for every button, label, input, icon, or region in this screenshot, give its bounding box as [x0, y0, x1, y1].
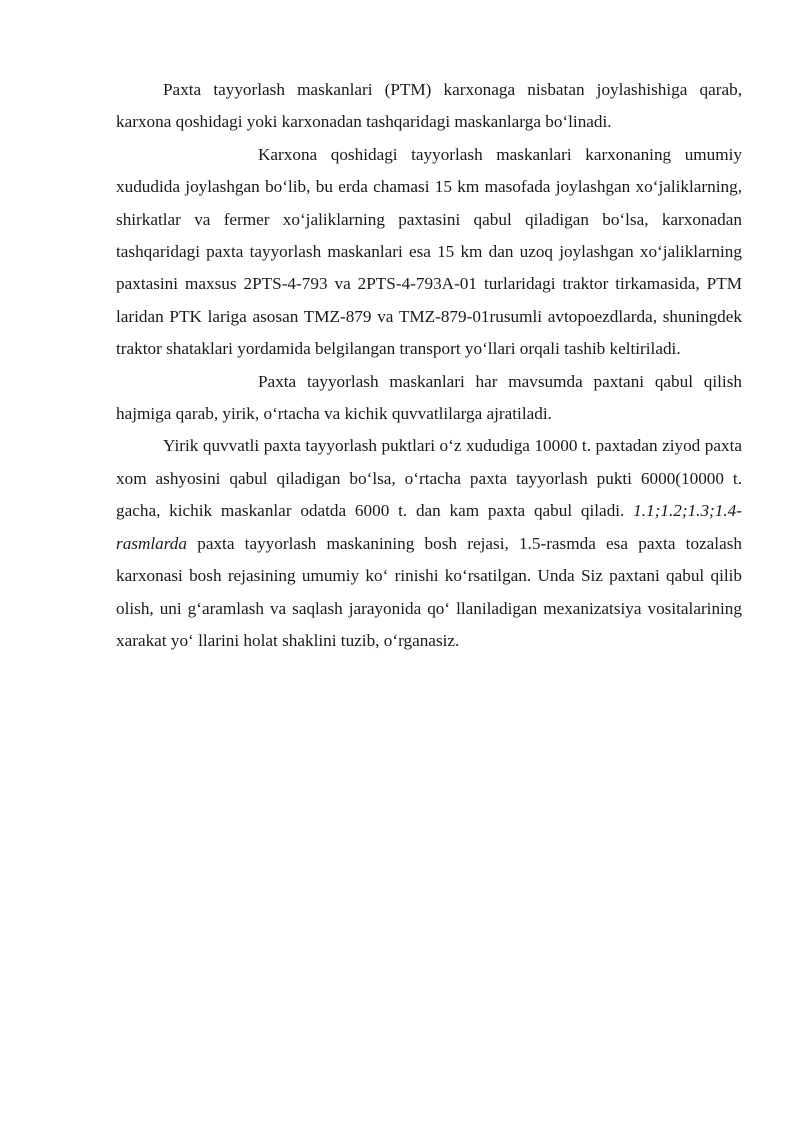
paragraph-capacity-details	[116, 430, 742, 657]
paragraph-ptm-classification: Paxta tayyorlash maskanlari (PTM) karxonaga nisbatan joylashishiga qarab, karxona qoshidagi yoki karxonadan tashqaridagi maskanlarga bo‘linadi.	[116, 80, 742, 132]
body-text	[116, 74, 742, 657]
paragraph-capacity-text-before: Yirik quvvatli paxta tayyorlash puktlari o‘z xududiga 10000 t. paxtadan ziyod paxta xom ashyosini qabul qiladigan bo‘lsa, o‘rtacha paxta tayyorlash pukti 6000(10000 t. gacha, kichik maskanlar odatda 6000 t. dan kam paxta qabul qiladi.	[116, 436, 742, 521]
figure-reference: 1.1;1.2;1.3;1.4-rasmlarda	[116, 501, 742, 553]
paragraph-capacity-text-after: paxta tayyorlash maskanining bosh rejasi, 1.5-rasmda esa paxta tozalash karxonasi bosh rejasining umumiy ko‘ rinishi ko‘rsatilgan. Unda Siz paxtani qabul qilib olish, uni g‘aramlash va saqlash jarayonida qo‘ llaniladigan mexanizatsiya vositalarining xarakat yo‘ llarini holat shaklini tuzib, o‘rganasiz.	[116, 533, 742, 650]
paragraph-capacity-classes: Paxta tayyorlash maskanlari har mavsumda paxtani qabul qilish hajmiga qarab, yirik, o‘rtacha va kichik quvvatlilarga ajratiladi.	[116, 371, 742, 424]
paragraph-onsite-stations: Karxona qoshidagi tayyorlash maskanlari karxonaning umumiy xududida joylashgan bo‘lib, bu erda chamasi 15 km masofada joylashgan xo‘jaliklarning, shirkatlar va fermer xo‘jaliklarning paxtasini qabul qiladigan bo‘lsa, karxonadan tashqaridagi paxta tayyorlash maskanlari esa 15 km dan uzoq joylashgan xo‘jaliklarning paxtasini maxsus 2PTS-4-793 va 2PTS-4-793A-01 turlaridagi traktor tirkamasida, PTM laridan PTK lariga asosan TMZ-879 va TMZ-879-01rusumli avtopoezdlarda, shuningdek traktor shataklari yordamida belgilangan transport yo‘llari orqali tashib keltiriladi.	[116, 144, 742, 359]
